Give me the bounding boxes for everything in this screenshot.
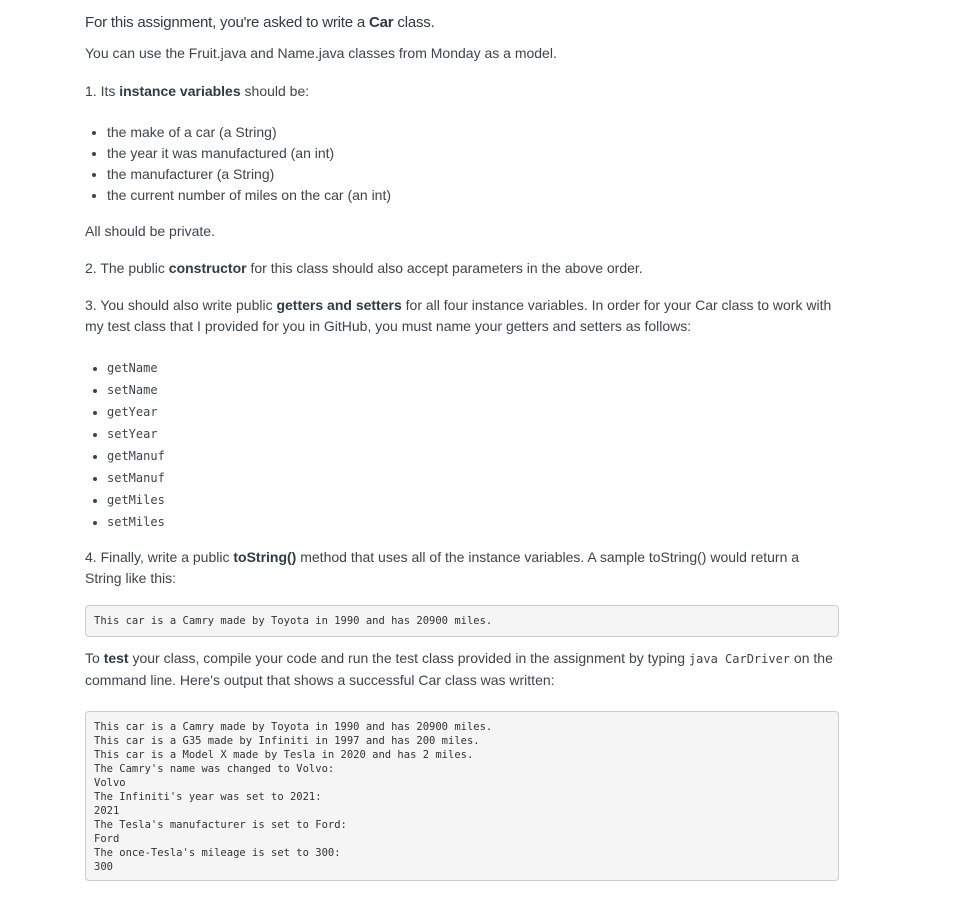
step-2-bold: constructor <box>168 260 247 276</box>
list-item: • setYear <box>107 423 839 445</box>
intro-text: For this assignment, you're asked to write a <box>85 14 369 31</box>
intro-bold-car: Car <box>369 14 394 31</box>
test-middle: your class, compile your code and run the test class provided in the assignment by typing <box>128 650 689 666</box>
driver-output-block <box>85 711 839 881</box>
step-1-text: 1. Its <box>85 83 120 99</box>
instance-variable-list <box>85 122 839 206</box>
test-suffix: on the command line. Here's output that shows a successful Car class was written: <box>85 650 833 688</box>
list-item: • getName <box>107 357 839 379</box>
step-4-text: 4. Finally, write a public <box>85 549 234 565</box>
step-3-paragraph <box>85 295 839 337</box>
model-note: You can use the Fruit.java and Name.java classes from Monday as a model. <box>85 45 557 61</box>
output-line: The once-Tesla's mileage is set to 300: <box>94 847 341 859</box>
output-line: Ford <box>94 833 120 845</box>
step-1-suffix: should be: <box>240 83 310 99</box>
output-line: The Camry's name was changed to Volvo: <box>94 763 335 775</box>
output-line: This car is a Model X made by Tesla in 2020 and has 2 miles. <box>94 749 474 761</box>
output-line: Volvo <box>94 777 126 789</box>
output-line: The Infiniti's year was set to 2021: <box>94 791 322 803</box>
test-bold: test <box>103 650 129 666</box>
list-item: • getManuf <box>107 445 839 467</box>
step-3-bold: getters and setters <box>276 297 402 313</box>
step-3-text: 3. You should also write public <box>85 297 277 313</box>
output-line: This car is a G35 made by Infiniti in 1997 and has 200 miles. <box>94 735 480 747</box>
step-2-suffix: for this class should also accept parameters in the above order. <box>246 260 643 276</box>
intro-suffix: class. <box>393 14 435 31</box>
step-1-paragraph <box>85 81 839 102</box>
sample-output-line: This car is a Camry made by Toyota in 1990 and has 20900 miles. <box>94 615 493 627</box>
list-item: • getMiles <box>107 489 839 511</box>
private-note: All should be private. <box>85 223 215 239</box>
step-3-suffix: for all four instance variables. In order for your Car class to work with my test class that I provided for you in GitHub, you must name your getters and setters as follows: <box>85 297 832 334</box>
output-line: 2021 <box>94 805 120 817</box>
step-4-bold: toString() <box>233 549 297 565</box>
method-name-list <box>85 357 839 533</box>
intro-paragraph <box>85 12 839 34</box>
output-line: 300 <box>94 861 113 873</box>
output-line: This car is a Camry made by Toyota in 1990 and has 20900 miles. <box>94 721 493 733</box>
step-4-paragraph <box>85 547 839 589</box>
test-text: To <box>85 650 104 666</box>
list-item: • setMiles <box>107 511 839 533</box>
output-line: The Tesla's manufacturer is set to Ford: <box>94 819 347 831</box>
java-command-code: java CarDriver <box>688 652 791 666</box>
list-item: • the make of a car (a String) <box>107 122 839 143</box>
step-1-bold: instance variables <box>119 83 241 99</box>
step-2-paragraph <box>85 258 839 279</box>
test-paragraph <box>85 648 839 691</box>
list-item: • setManuf <box>107 467 839 489</box>
list-item: • the year it was manufactured (an int) <box>107 143 839 164</box>
assignment-content <box>85 12 839 881</box>
list-item: • getYear <box>107 401 839 423</box>
list-item: • the current number of miles on the car (an int) <box>107 185 839 206</box>
step-2-text: 2. The public <box>85 260 169 276</box>
list-item: • the manufacturer (a String) <box>107 164 839 185</box>
list-item: • setName <box>107 379 839 401</box>
step-4-suffix: method that uses all of the instance variables. A sample toString() would return a String like this: <box>85 549 800 586</box>
sample-output-block <box>85 605 839 637</box>
